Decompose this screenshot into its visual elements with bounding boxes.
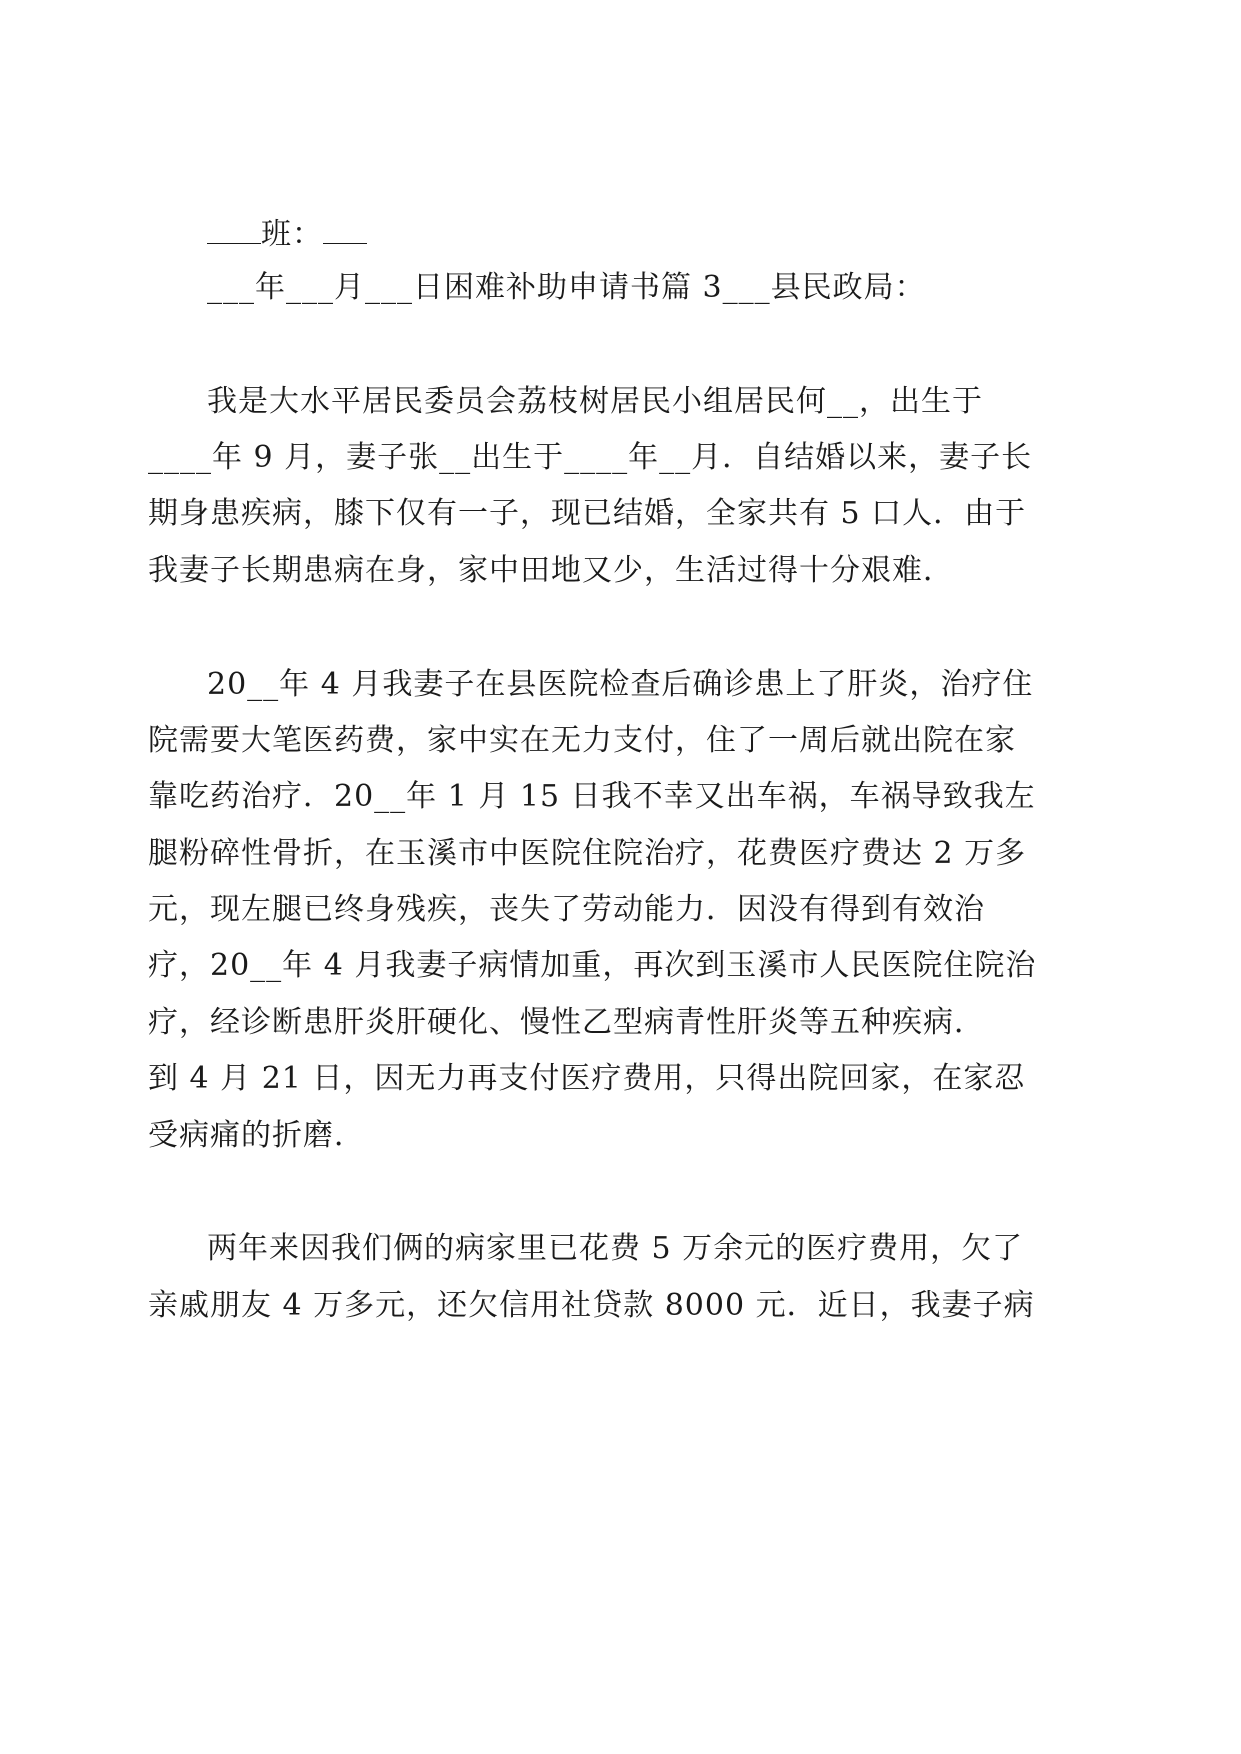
class-line [207, 215, 367, 255]
paragraph-1-line-1: 我是大水平居民委员会荔枝树居民小组居民何__，出生于 [207, 384, 983, 419]
paragraph-2-line-6: 疗，20__年 4 月我妻子病情加重，再次到玉溪市人民医院住院治 [148, 948, 1037, 983]
date-title-text: ___年___月___日困难补助申请书篇 3___县民政局： [207, 270, 926, 305]
class-label: 班： [261, 217, 323, 252]
date-title-line [207, 268, 926, 308]
paragraph-2-line-9: 受病痛的折磨． [148, 1118, 365, 1153]
class-value-blank [323, 221, 367, 244]
class-name-blank [207, 221, 261, 244]
paragraph-1-line-4: 我妻子长期患病在身，家中田地又少，生活过得十分艰难． [148, 553, 954, 588]
paragraph-2-line-5: 元，现左腿已终身残疾，丧失了劳动能力．因没有得到有效治 [148, 892, 985, 927]
paragraph-3-line-1: 两年来因我们俩的病家里已花费 5 万余元的医疗费用，欠了 [207, 1231, 1024, 1266]
paragraph-2-line-7: 疗，经诊断患肝炎肝硬化、慢性乙型病青性肝炎等五种疾病． [148, 1005, 985, 1040]
paragraph-2-line-3: 靠吃药治疗．20__年 1 月 15 日我不幸又出车祸，车祸导致我左 [148, 779, 1036, 814]
paragraph-2-line-8: 到 4 月 21 日，因无力再支付医疗费用，只得出院回家，在家忍 [148, 1061, 1026, 1096]
paragraph-2-line-4: 腿粉碎性骨折，在玉溪市中医院住院治疗，花费医疗费达 2 万多 [148, 836, 1027, 871]
paragraph-1-line-3: 期身患疾病，膝下仅有一子，现已结婚，全家共有 5 口人．由于 [148, 496, 1027, 531]
paragraph-2-line-2: 院需要大笔医药费，家中实在无力支付，住了一周后就出院在家 [148, 723, 1016, 758]
paragraph-1-line-2: ____年 9 月，妻子张__出生于____年__月．自结婚以来，妻子长 [148, 440, 1033, 475]
paragraph-2-line-1: 20__年 4 月我妻子在县医院检查后确诊患上了肝炎，治疗住 [207, 667, 1034, 702]
paragraph-3-line-2: 亲戚朋友 4 万多元，还欠信用社贷款 8000 元．近日，我妻子病 [148, 1288, 1035, 1323]
